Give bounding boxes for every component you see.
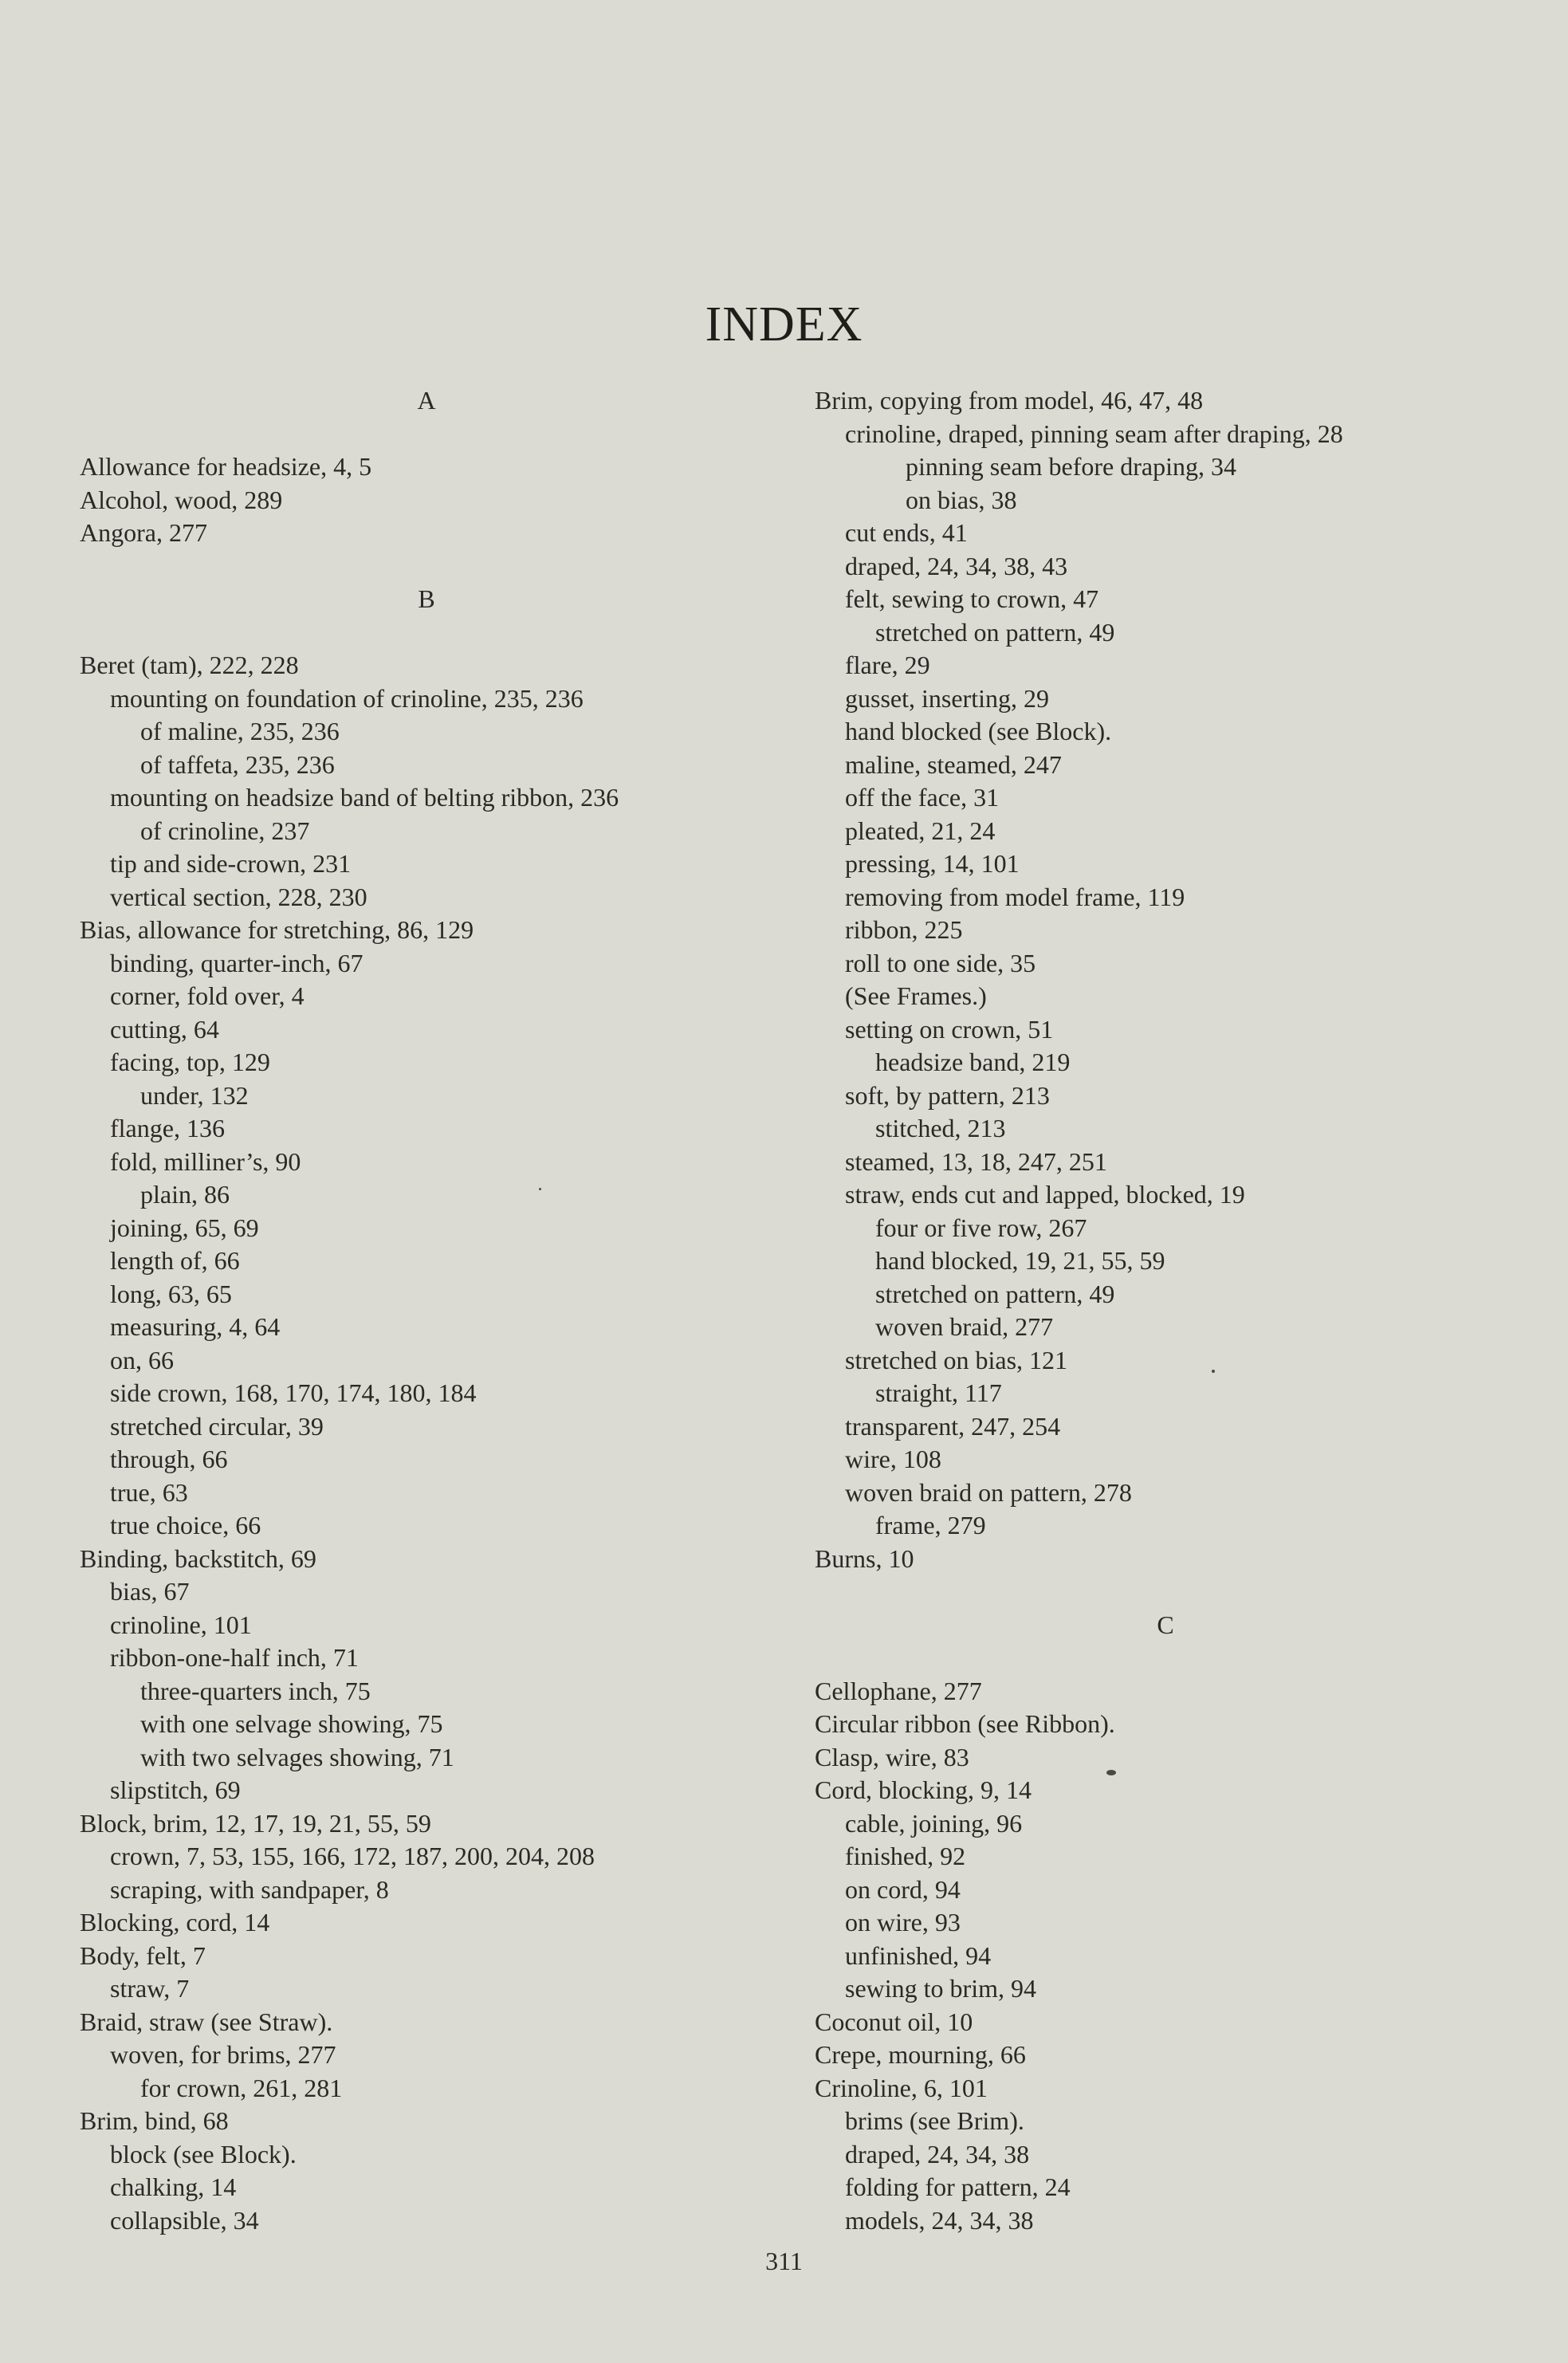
index-entry: Brim, bind, 68	[80, 2106, 229, 2135]
index-entry: Circular ribbon (see Ribbon).	[815, 1709, 1115, 1738]
index-entry: flange, 136	[110, 1114, 225, 1142]
index-entry: mounting on foundation of crinoline, 235, 236	[110, 683, 584, 713]
index-entry: Burns, 10	[815, 1543, 914, 1573]
index-entry: Allowance for headsize, 4, 5	[80, 452, 372, 481]
index-entry: woven braid, 277	[875, 1312, 1054, 1341]
index-entry: side crown, 168, 170, 174, 180, 184	[110, 1378, 477, 1407]
index-entry: stretched on pattern, 49	[875, 1279, 1115, 1308]
index-entry: sewing to brim, 94	[845, 1974, 1036, 2003]
index-entry: Alcohol, wood, 289	[80, 485, 283, 514]
index-entry: felt, sewing to crown, 47	[845, 584, 1099, 613]
index-entry: Crepe, mourning, 66	[815, 2040, 1026, 2069]
index-column-left	[80, 384, 781, 2237]
index-column-right	[815, 384, 1516, 2237]
index-entry: collapsible, 34	[110, 2205, 259, 2235]
index-entry: tip and side-crown, 231	[110, 849, 352, 878]
index-entry: chalking, 14	[110, 2172, 237, 2201]
index-entry: stretched circular, 39	[110, 1411, 324, 1441]
section-letter: B	[418, 584, 435, 613]
index-entry: headsize band, 219	[875, 1048, 1071, 1076]
index-entry: frame, 279	[875, 1511, 986, 1539]
print-speck	[1212, 1370, 1215, 1373]
index-entry: binding, quarter-inch, 67	[110, 948, 364, 977]
index-entry: ribbon-one-half inch, 71	[110, 1643, 359, 1672]
index-entry: long, 63, 65	[110, 1279, 232, 1308]
index-entry: Cellophane, 277	[815, 1676, 982, 1705]
index-entry: under, 132	[140, 1080, 249, 1110]
index-entry: straight, 117	[875, 1378, 1002, 1407]
index-entry: Blocking, cord, 14	[80, 1908, 270, 1936]
index-entry: crinoline, 101	[110, 1610, 252, 1639]
index-entry: with two selvages showing, 71	[140, 1742, 454, 1771]
spacer	[815, 1642, 1516, 1675]
index-entry: folding for pattern, 24	[845, 2172, 1071, 2201]
page-title: INDEX	[705, 297, 863, 352]
index-entry: three-quarters inch, 75	[140, 1676, 371, 1705]
index-entry: cut ends, 41	[845, 518, 968, 547]
index-entry: on wire, 93	[845, 1908, 961, 1936]
index-entry: pinning seam before draping, 34	[906, 452, 1236, 481]
index-entry: block (see Block).	[110, 2139, 297, 2168]
index-entry: of taffeta, 235, 236	[140, 749, 335, 779]
print-speck	[1106, 1770, 1116, 1775]
index-entry: through, 66	[110, 1445, 228, 1473]
index-entry: hand blocked (see Block).	[845, 717, 1112, 745]
index-entry: finished, 92	[845, 1842, 966, 1870]
page-number: 311	[765, 2247, 803, 2275]
index-entry: transparent, 247, 254	[845, 1411, 1061, 1441]
index-entry: wire, 108	[845, 1445, 941, 1473]
index-entry: slipstitch, 69	[110, 1775, 241, 1804]
spacer	[80, 616, 781, 650]
index-entry: ribbon, 225	[845, 915, 963, 944]
section-letter: C	[1157, 1610, 1174, 1639]
index-entry: true choice, 66	[110, 1511, 261, 1539]
index-entry: maline, steamed, 247	[845, 749, 1062, 779]
index-entry: gusset, inserting, 29	[845, 683, 1049, 713]
index-entry: crinoline, draped, pinning seam after draping, 28	[845, 419, 1343, 448]
index-entry: measuring, 4, 64	[110, 1312, 281, 1341]
index-entry: stretched on bias, 121	[845, 1345, 1068, 1374]
index-entry: Beret (tam), 222, 228	[80, 651, 299, 679]
index-entry: straw, ends cut and lapped, blocked, 19	[845, 1180, 1245, 1209]
index-entry: woven braid on pattern, 278	[845, 1477, 1132, 1507]
index-entry: flare, 29	[845, 651, 930, 679]
index-entry: facing, top, 129	[110, 1048, 270, 1076]
index-entry: mounting on headsize band of belting ribbon, 236	[110, 783, 619, 812]
index-entry: on, 66	[110, 1345, 174, 1374]
index-entry: removing from model frame, 119	[845, 882, 1185, 911]
index-entry: soft, by pattern, 213	[845, 1080, 1050, 1110]
index-entry: hand blocked, 19, 21, 55, 59	[875, 1246, 1165, 1275]
index-entry: bias, 67	[110, 1577, 190, 1606]
spacer	[80, 418, 781, 451]
index-entry: stretched on pattern, 49	[875, 617, 1115, 647]
index-entry: setting on crown, 51	[845, 1014, 1054, 1044]
index-entry: of crinoline, 237	[140, 816, 310, 845]
index-entry: joining, 65, 69	[110, 1213, 259, 1242]
spacer	[80, 550, 781, 584]
index-entry: four or five row, 267	[875, 1213, 1087, 1242]
index-entry: pressing, 14, 101	[845, 849, 1020, 878]
print-speck	[539, 1188, 541, 1190]
index-entry: Binding, backstitch, 69	[80, 1543, 316, 1573]
index-entry: brims (see Brim).	[845, 2106, 1024, 2135]
index-entry: Crinoline, 6, 101	[815, 2073, 988, 2102]
index-entry: with one selvage showing, 75	[140, 1709, 443, 1738]
index-entry: (See Frames.)	[845, 981, 987, 1010]
index-entry: cutting, 64	[110, 1014, 219, 1044]
index-entry: on cord, 94	[845, 1874, 961, 1904]
index-entry: Cord, blocking, 9, 14	[815, 1775, 1032, 1804]
index-entry: off the face, 31	[845, 783, 1000, 812]
index-entry: Angora, 277	[80, 518, 207, 547]
index-entry: stitched, 213	[875, 1114, 1006, 1142]
section-letter: A	[417, 386, 436, 415]
index-entry: straw, 7	[110, 1974, 190, 2003]
index-entry: Body, felt, 7	[80, 1940, 206, 1970]
index-entry: draped, 24, 34, 38	[845, 2139, 1030, 2168]
spacer	[815, 1575, 1516, 1609]
index-entry: corner, fold over, 4	[110, 981, 305, 1010]
index-entry: Block, brim, 12, 17, 19, 21, 55, 59	[80, 1808, 431, 1838]
index-entry: Bias, allowance for stretching, 86, 129	[80, 915, 474, 944]
index-entry: draped, 24, 34, 38, 43	[845, 551, 1068, 580]
index-entry: of maline, 235, 236	[140, 717, 340, 745]
index-entry: unfinished, 94	[845, 1940, 992, 1970]
index-entry: true, 63	[110, 1477, 188, 1507]
index-entry: plain, 86	[140, 1180, 230, 1209]
index-entry: roll to one side, 35	[845, 948, 1036, 977]
index-entry: fold, milliner’s, 90	[110, 1146, 301, 1176]
index-entry: Clasp, wire, 83	[815, 1742, 969, 1771]
index-entry: scraping, with sandpaper, 8	[110, 1874, 389, 1904]
index-entry: crown, 7, 53, 155, 166, 172, 187, 200, 204, 208	[110, 1842, 595, 1870]
index-entry: Brim, copying from model, 46, 47, 48	[815, 386, 1204, 415]
index-entry: Braid, straw (see Straw).	[80, 2007, 333, 2036]
index-entry: on bias, 38	[906, 485, 1017, 514]
index-entry: for crown, 261, 281	[140, 2073, 343, 2102]
index-entry: woven, for brims, 277	[110, 2040, 336, 2069]
index-entry: length of, 66	[110, 1246, 240, 1275]
index-entry: pleated, 21, 24	[845, 816, 996, 845]
index-entry: Coconut oil, 10	[815, 2007, 973, 2036]
index-entry: steamed, 13, 18, 247, 251	[845, 1146, 1107, 1176]
index-entry: vertical section, 228, 230	[110, 882, 367, 911]
index-entry: models, 24, 34, 38	[845, 2205, 1034, 2235]
index-entry: cable, joining, 96	[845, 1808, 1023, 1838]
